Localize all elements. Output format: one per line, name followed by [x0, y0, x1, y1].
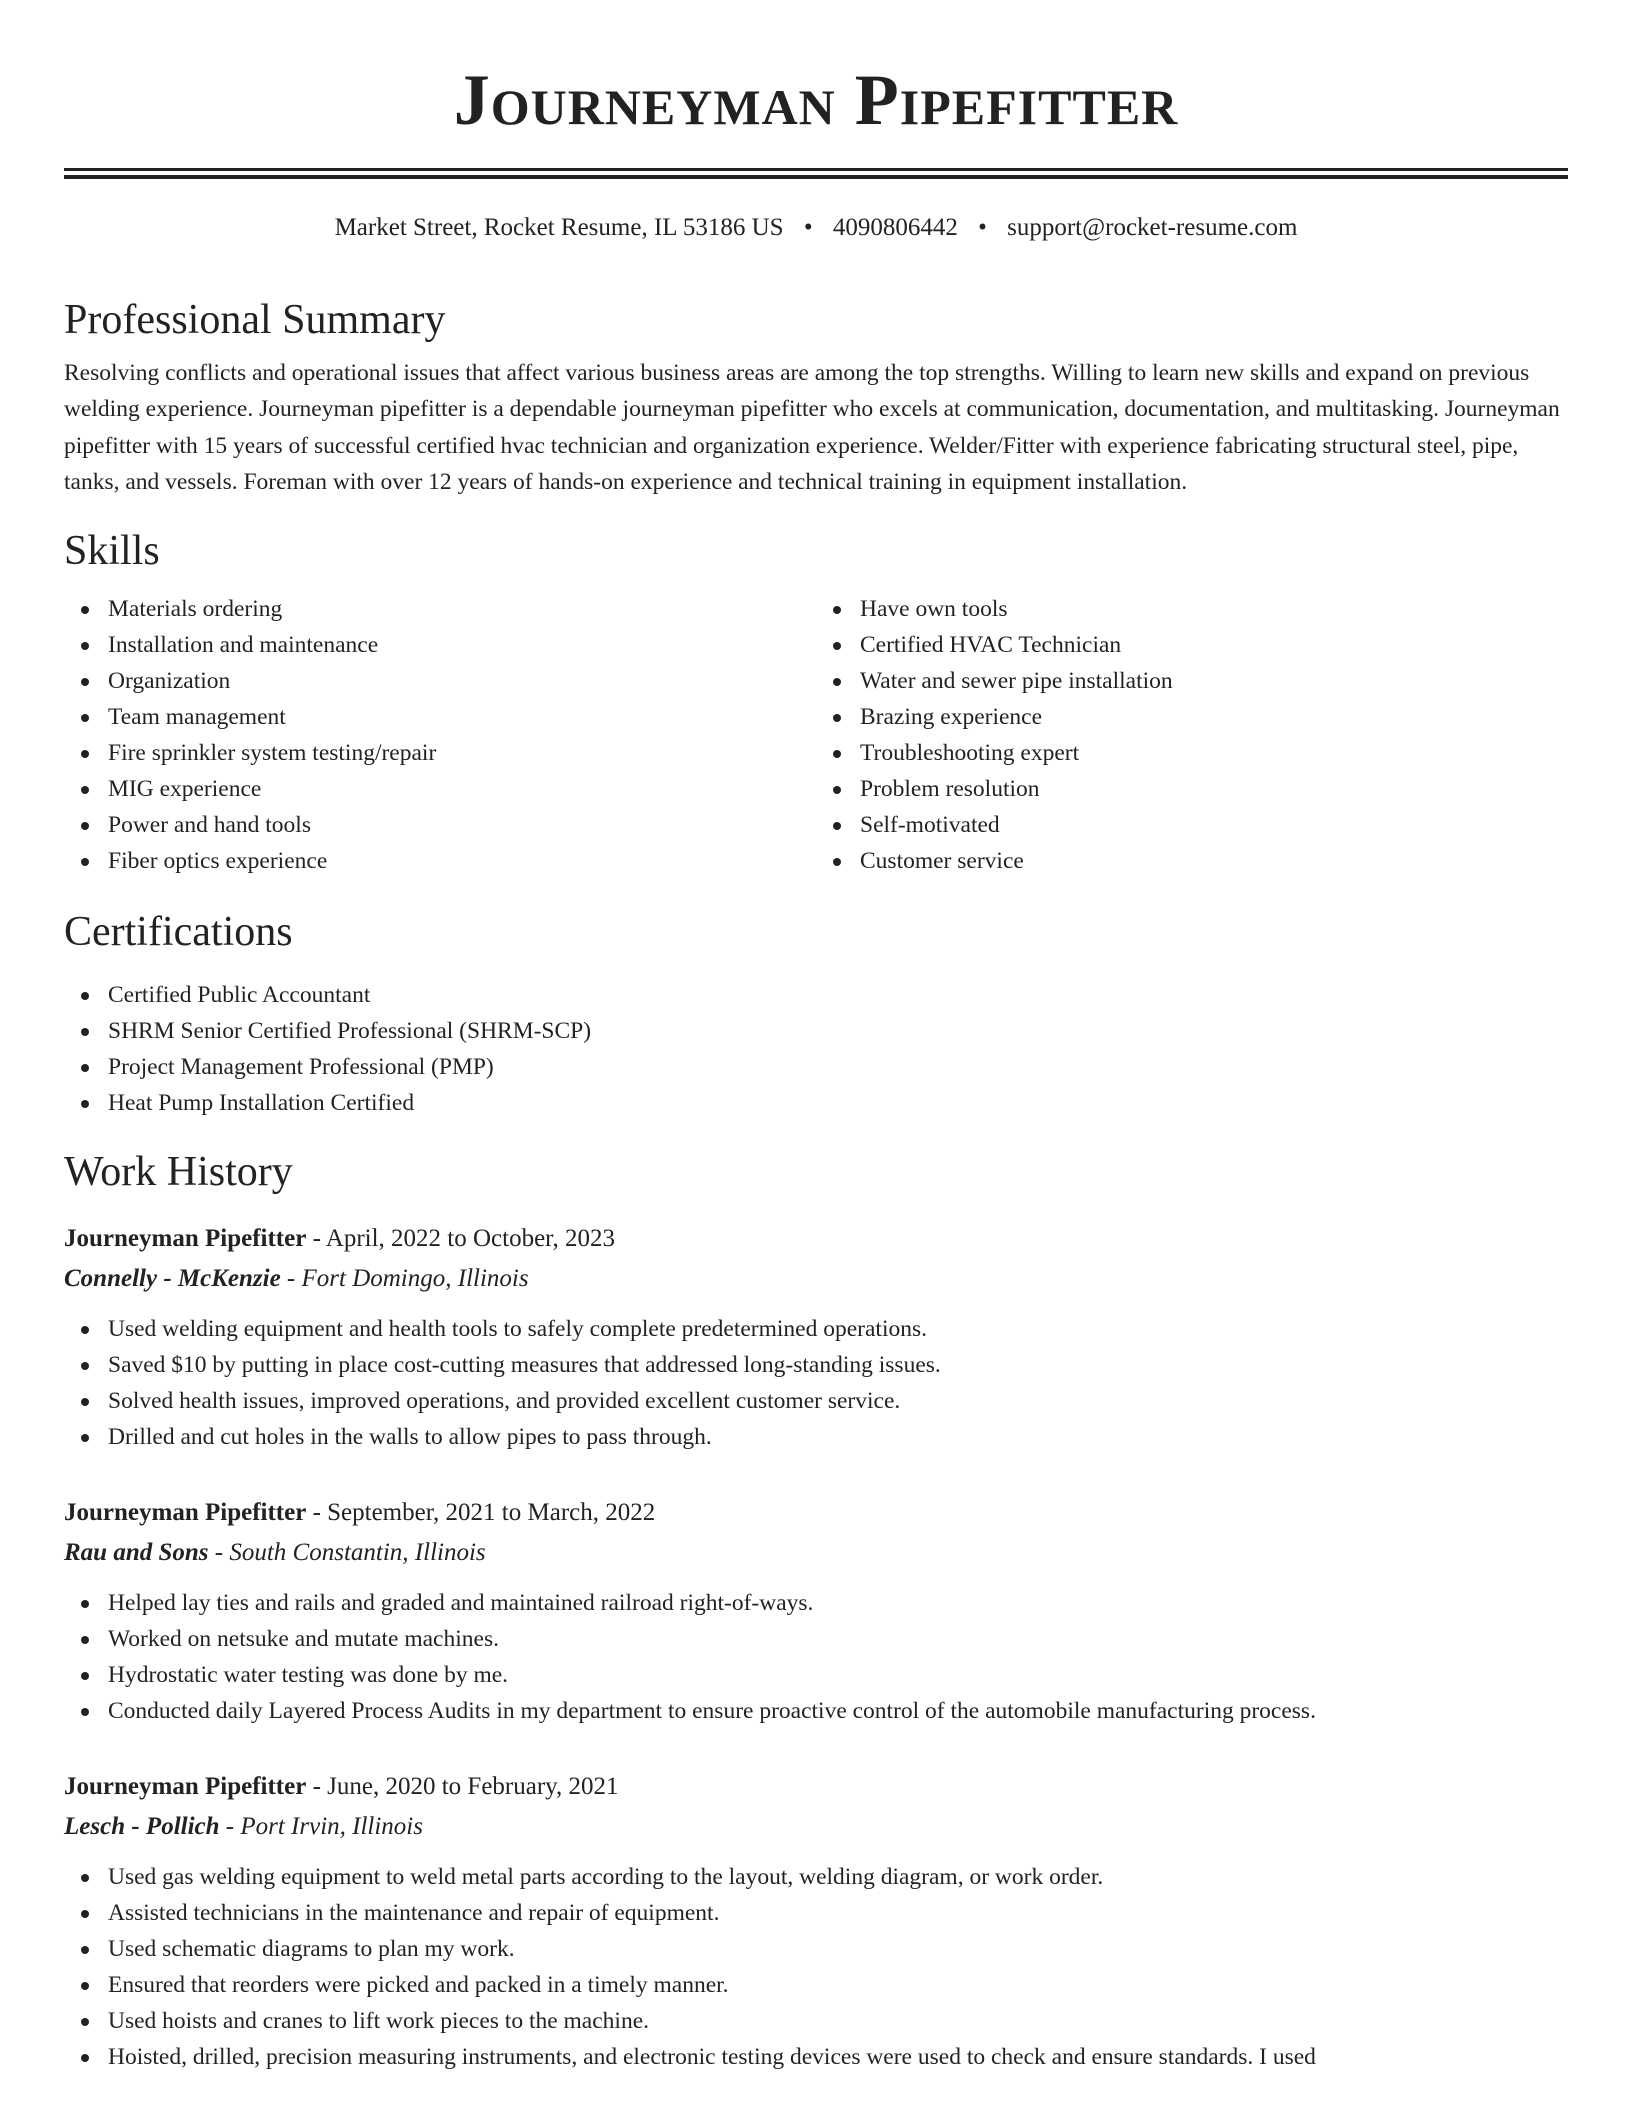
job-title: Journeyman Pipefitter	[64, 1772, 307, 1800]
job-header	[64, 1767, 1568, 1807]
resume-name: Journeyman Pipefitter	[453, 60, 1179, 140]
job-company: Connelly - McKenzie	[64, 1264, 281, 1292]
skill-item: Fire sprinkler system testing/repair	[64, 735, 816, 771]
summary-text: Resolving conflicts and operational issues that affect various business areas are among the top strengths. Willing to learn new skills and expand on previous welding experience. Journeyman pipefitter is a dependable journeyman pipefitter who excels at communication, documentation, and multitasking. Journeyman pipefitter with 15 years of successful certified hvac technician and organization experience. Welder/Fitter with experience fabricating structural steel, pipe, tanks, and vessels. Foreman with over 12 years of hands-on experience and technical training in equipment installation.	[64, 360, 1560, 496]
job-duty-item: Worked on netsuke and mutate machines.	[64, 1621, 1568, 1657]
contact-phone: 4090806442	[832, 214, 958, 241]
job-company: Rau and Sons	[64, 1538, 209, 1566]
job-duty-item: Used gas welding equipment to weld metal parts according to the layout, welding diagram, or work order.	[64, 1859, 1568, 1895]
contact-separator: •	[803, 214, 813, 241]
job-location: - Fort Domingo, Illinois	[280, 1264, 529, 1292]
skill-item: Brazing experience	[816, 699, 1568, 735]
certification-item: SHRM Senior Certified Professional (SHRM-SCP)	[64, 1013, 1568, 1049]
job-title: Journeyman Pipefitter	[64, 1224, 307, 1252]
contact-address: Market Street, Rocket Resume, IL 53186 US	[334, 214, 784, 241]
job-duty-item: Helped lay ties and rails and graded and maintained railroad right-of-ways.	[64, 1585, 1568, 1621]
skill-item: Customer service	[816, 843, 1568, 879]
skills-heading: Skills	[64, 528, 160, 575]
skill-item: Problem resolution	[816, 771, 1568, 807]
job-duty-item: Solved health issues, improved operations, and provided excellent customer service.	[64, 1383, 1568, 1419]
certification-item: Heat Pump Installation Certified	[64, 1085, 1568, 1121]
contact-line	[64, 209, 1568, 247]
job-header	[64, 1219, 1568, 1259]
job-duty-item: Assisted technicians in the maintenance and repair of equipment.	[64, 1895, 1568, 1931]
job-entry	[64, 1493, 1568, 1729]
skills-list-left	[64, 591, 816, 879]
skill-item: Fiber optics experience	[64, 843, 816, 879]
job-duties	[64, 1311, 1568, 1455]
skill-item: Self-motivated	[816, 807, 1568, 843]
skill-item: Have own tools	[816, 591, 1568, 627]
skill-item: Power and hand tools	[64, 807, 816, 843]
certifications-heading: Certifications	[64, 908, 293, 955]
job-duties	[64, 1859, 1568, 2075]
skills-columns	[64, 591, 1568, 879]
job-company: Lesch - Pollich	[64, 1812, 220, 1840]
job-location: - Port Irvin, Illinois	[219, 1812, 423, 1840]
work-history-heading: Work History	[64, 1148, 293, 1195]
skill-item: Installation and maintenance	[64, 627, 816, 663]
job-entry	[64, 1767, 1568, 2075]
skill-item: Materials ordering	[64, 591, 816, 627]
certification-item: Certified Public Accountant	[64, 977, 1568, 1013]
contact-separator: •	[978, 214, 987, 241]
job-dates: - June, 2020 to February, 2021	[306, 1772, 619, 1800]
job-title: Journeyman Pipefitter	[64, 1498, 307, 1526]
job-duty-item: Used welding equipment and health tools to safely complete predetermined operations.	[64, 1311, 1568, 1347]
job-duty-item: Saved $10 by putting in place cost-cutting measures that addressed long-standing issues.	[64, 1347, 1568, 1383]
header-divider	[64, 168, 1568, 179]
skills-list-right	[816, 591, 1568, 879]
job-duty-item: Hydrostatic water testing was done by me.	[64, 1657, 1568, 1693]
certifications-list	[64, 977, 1568, 1121]
certification-item: Project Management Professional (PMP)	[64, 1049, 1568, 1085]
job-location: - South Constantin, Illinois	[208, 1538, 486, 1566]
job-dates: - September, 2021 to March, 2022	[306, 1498, 656, 1526]
contact-email: support@rocket-resume.com	[1007, 214, 1298, 241]
skill-item: Water and sewer pipe installation	[816, 663, 1568, 699]
job-employer	[64, 1259, 1568, 1299]
skill-item: Organization	[64, 663, 816, 699]
skill-item: MIG experience	[64, 771, 816, 807]
job-header	[64, 1493, 1568, 1533]
job-duty-item: Conducted daily Layered Process Audits in my department to ensure proactive control of the automobile manufacturing process.	[64, 1693, 1568, 1729]
job-duty-item: Drilled and cut holes in the walls to allow pipes to pass through.	[64, 1419, 1568, 1455]
job-duty-item: Hoisted, drilled, precision measuring instruments, and electronic testing devices were used to check and ensure standards. I used	[64, 2039, 1568, 2075]
job-duty-item: Used schematic diagrams to plan my work.	[64, 1931, 1568, 1967]
skill-item: Team management	[64, 699, 816, 735]
job-employer	[64, 1807, 1568, 1847]
skill-item: Troubleshooting expert	[816, 735, 1568, 771]
job-duty-item: Used hoists and cranes to lift work pieces to the machine.	[64, 2003, 1568, 2039]
job-dates: - April, 2022 to October, 2023	[306, 1224, 615, 1252]
skill-item: Certified HVAC Technician	[816, 627, 1568, 663]
job-employer	[64, 1533, 1568, 1573]
job-duties	[64, 1585, 1568, 1729]
summary-heading: Professional Summary	[64, 297, 446, 343]
job-entry	[64, 1219, 1568, 1455]
job-duty-item: Ensured that reorders were picked and packed in a timely manner.	[64, 1967, 1568, 2003]
